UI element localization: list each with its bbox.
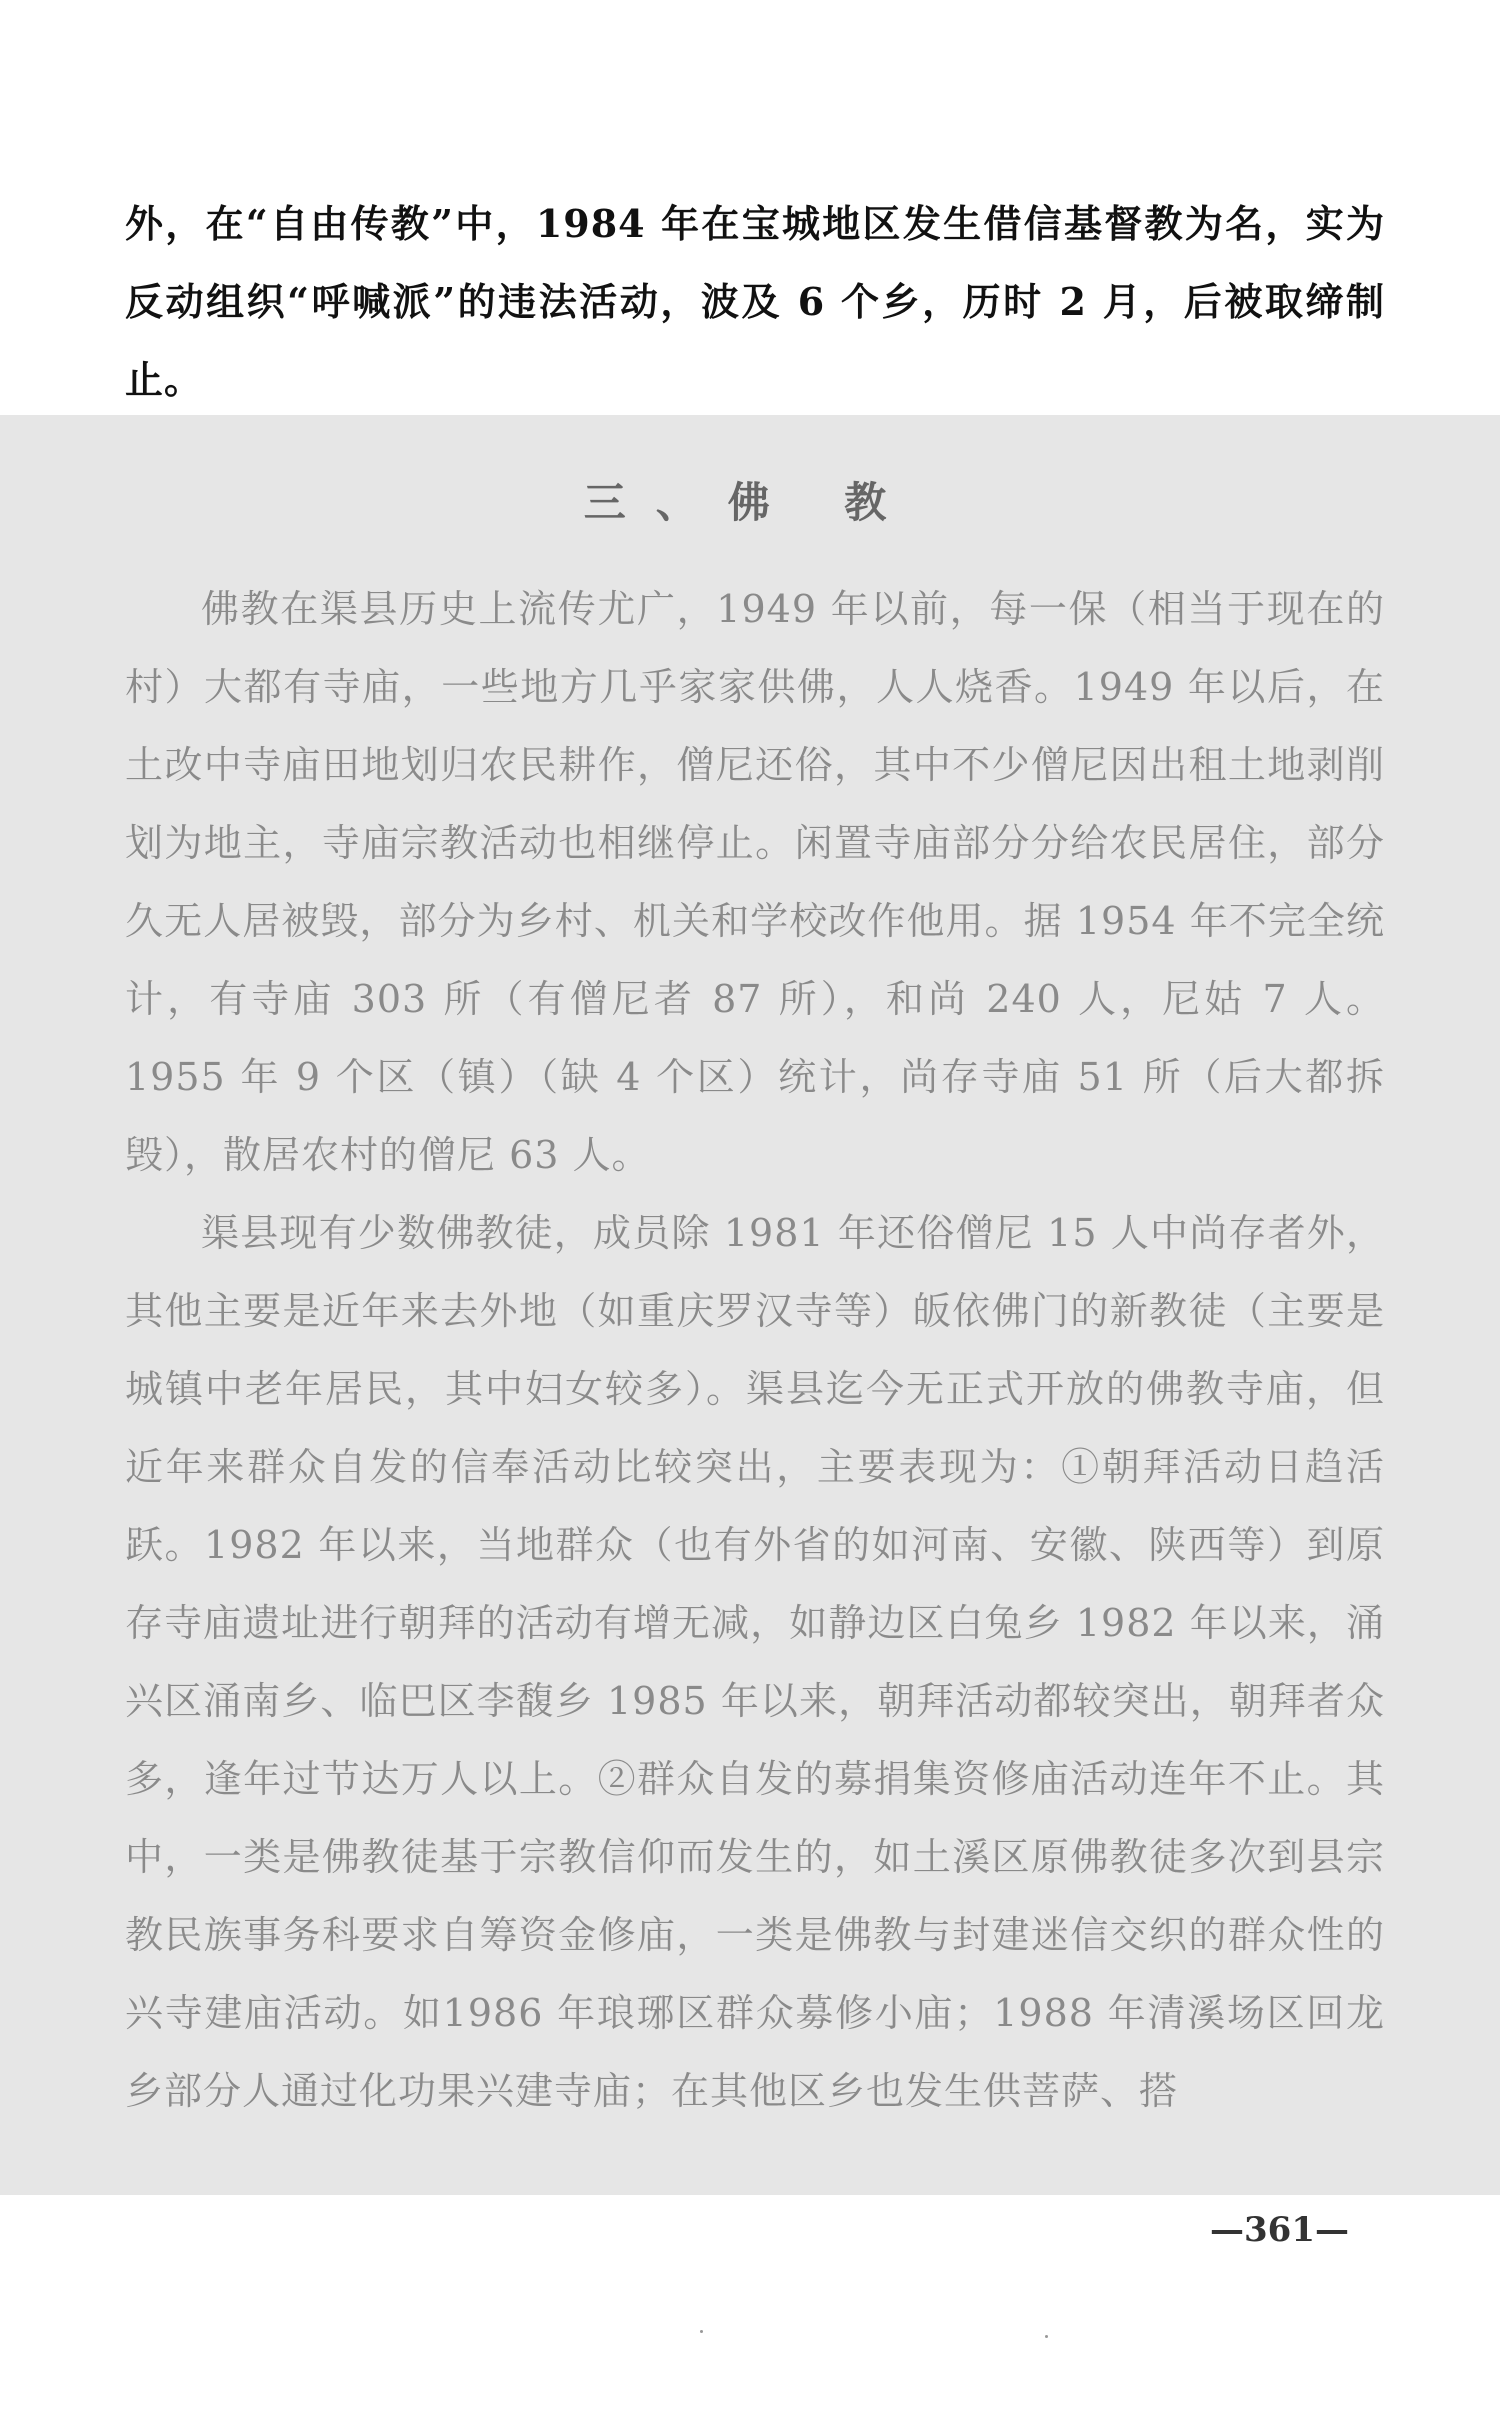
section-paragraph-1: 佛教在渠县历史上流传尤广，1949 年以前，每一保（相当于现在的村）大都有寺庙，一些地方几乎家家供佛，人人烧香。1949 年以后，在土改中寺庙田地划归农民耕作，僧尼还俗，其中不少僧尼因出租土地剥削划为地主，寺庙宗教活动也相继停止。闲置寺庙部分分给农民居住，部分久无人居被毁，部分为乡村、机关和学校改作他用。据 1954 年不完全统计，有寺庙 303 所（有僧尼者 87 所），和尚 240 人，尼姑 7 人。1955 年 9 个区（镇）（缺 4 个区）统计，尚存寺庙 51 所（后大都拆毁），散居农村的僧尼 63 人。 bbox=[125, 587, 1385, 1177]
scan-speck bbox=[1045, 2335, 1048, 2338]
section-heading: 三、佛 教 bbox=[583, 478, 917, 527]
page-number: —361— bbox=[1210, 2210, 1349, 2250]
section-paragraph-2: 渠县现有少数佛教徒，成员除 1981 年还俗僧尼 15 人中尚存者外，其他主要是近年来去外地（如重庆罗汉寺等）皈依佛门的新教徒（主要是城镇中老年居民，其中妇女较多）。渠县迄今无正式开放的佛教寺庙，但近年来群众自发的信奉活动比较突出，主要表现为：①朝拜活动日趋活跃。1982 年以来，当地群众（也有外省的如河南、安徽、陕西等）到原存寺庙遗址进行朝拜的活动有增无减，如静边区白兔乡 1982 年以来，涌兴区涌南乡、临巴区李馥乡 1985 年以来，朝拜活动都较突出，朝拜者众多，逢年过节达万人以上。②群众自发的募捐集资修庙活动连年不止。其中，一类是佛教徒基于宗教信仰而发生的，如土溪区原佛教徒多次到县宗教民族事务科要求自筹资金修庙，一类是佛教与封建迷信交织的群众性的兴寺建庙活动。如1986 年琅琊区群众募修小庙；1988 年清溪场区回龙乡部分人通过化功果兴建寺庙；在其他区乡也发生供菩萨、搭 bbox=[125, 1211, 1385, 2113]
section-body bbox=[125, 570, 1385, 2130]
top-paragraph: 外，在“自由传教”中，1984 年在宝城地区发生借信基督教为名，实为反动组织“呼喊派”的违法活动，波及 6 个乡，历时 2 月，后被取缔制止。 bbox=[125, 201, 1385, 402]
scan-speck bbox=[700, 2330, 703, 2333]
top-text-block bbox=[125, 185, 1385, 419]
